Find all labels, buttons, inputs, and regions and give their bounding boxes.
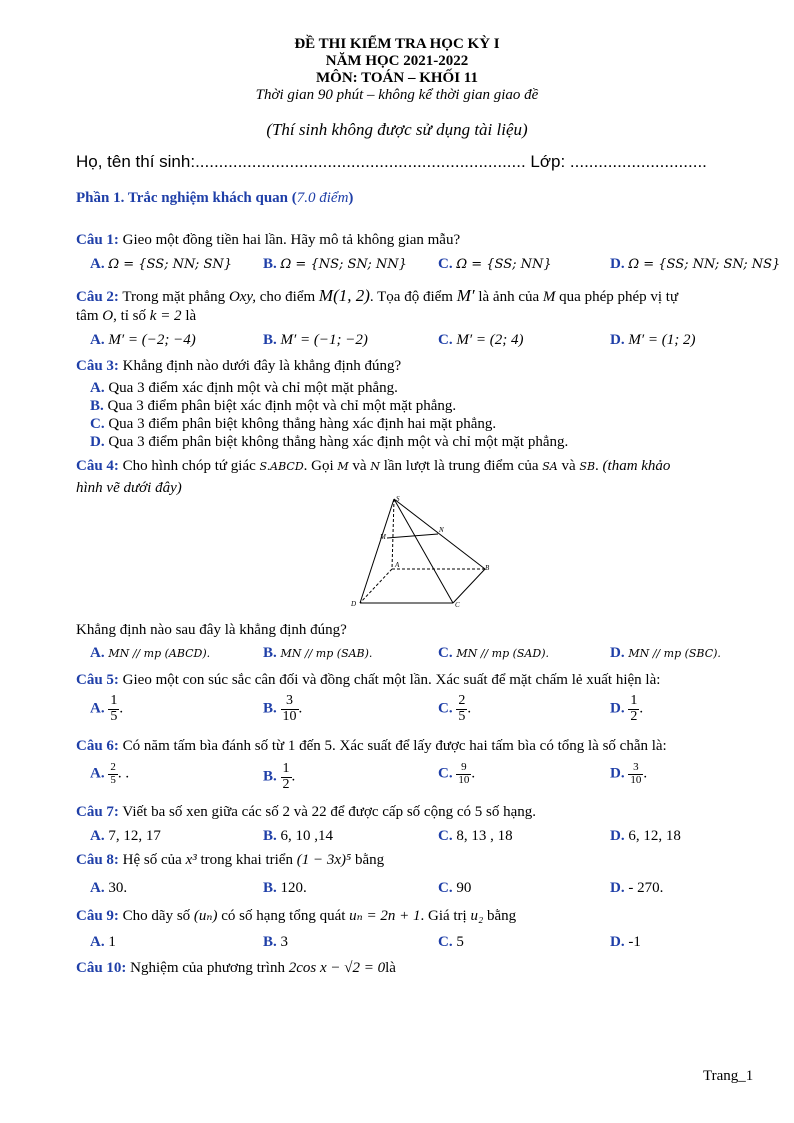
q6-d-label: D. [610,765,625,782]
q6-option-b [263,762,295,792]
q6-a-fraction [108,762,118,786]
q2-line2b: , tỉ số [113,308,150,324]
q8-a-label: A. [90,880,105,896]
q4-m: M [337,460,349,473]
question-7 [76,804,536,821]
school-year: NĂM HỌC 2021-2022 [325,53,469,69]
q6-b-tail: . [291,768,296,785]
q4-b-label: B. [263,645,277,661]
q4-hint2: hình vẽ dưới đây) [76,480,182,496]
q3-d-label: D. [90,434,105,450]
question-8 [76,852,384,869]
q5-a-num: 1 [110,693,118,708]
q8-expr: (1 − 3x)⁵ [296,852,352,868]
q1-b-label: B. [263,256,277,272]
q2-option-b [263,332,368,349]
q8-option-b [263,880,307,897]
q6-c-num: 9 [456,762,471,775]
q7-b-label: B. [263,828,277,844]
exam-note: (Thí sinh không được sử dụng tài liệu) [266,120,528,139]
label-b: B [485,564,490,572]
q9-text1: Cho dãy số [118,908,194,924]
q2-ratio-k: k = 2 [149,308,182,324]
q5-b-den: 10 [282,708,297,724]
q8-text3: bằng [351,852,385,868]
q5-a-label: A. [90,700,105,717]
q8-c-label: C. [438,880,453,896]
q4-option-a [90,645,210,662]
section-title [76,190,353,207]
edge-cb [453,569,485,603]
q6-b-fraction [281,762,292,792]
q5-option-a [90,694,123,724]
q5-c-num: 2 [458,693,466,708]
q2-d-label: D. [610,332,625,348]
q2-text3: . Tọa độ điểm [369,289,457,305]
q9-a-label: A. [90,934,105,950]
q3-b-text: Qua 3 điểm phân biệt xác định một và chỉ một mặt phẳng. [103,398,457,414]
q2-option-d [610,332,695,349]
q7-option-a [90,828,161,845]
q4-option-d [610,645,721,662]
label-a: A [395,561,400,569]
q4-text6: . [595,458,603,474]
q2-c-label: C. [438,332,453,348]
q5-c-tail: . [467,700,472,717]
q4-c-label: C. [438,645,453,661]
q7-a-label: A. [90,828,105,844]
q2-c-text: M′ = (2; 4) [456,332,524,348]
q2-point-mp: M′ [456,286,475,305]
q1-d-text: Ω = {SS; NN; SN; NS} [628,257,781,272]
subject: MÔN: TOÁN – KHỐI 11 [316,70,478,86]
q2-label: Câu 2: [76,289,119,305]
q4-text4: lần lượt là trung điểm của [379,458,543,474]
q4-text1: Cho hình chóp tứ giác [118,458,260,474]
q9-text3: . Giá trị [420,908,471,924]
question-2 [76,286,678,306]
q4-d-label: D. [610,645,625,661]
q3-option-a [90,380,398,397]
exam-title: ĐỀ THI KIỂM TRA HỌC KỲ I [294,36,500,52]
q3-a-text: Qua 3 điểm xác định một và chỉ một mặt phẳng. [104,380,398,396]
q8-b-text: 120. [276,880,307,896]
q7-option-b [263,828,333,845]
q5-option-b [263,694,302,724]
q9-text4: bằng [483,908,517,924]
q1-a-label: A. [90,256,105,272]
q9-u2: u₂ [470,908,484,924]
q6-a-den: 5 [110,773,116,786]
q2-text4: là ảnh của [474,289,543,305]
q5-option-c [438,694,471,724]
q9-un: (uₙ) [193,908,218,924]
q4-n: N [370,460,380,473]
q8-label: Câu 8: [76,852,119,868]
q8-c-text: 90 [452,880,472,896]
q9-label: Câu 9: [76,908,119,924]
q4-text2: . Gọi [303,458,338,474]
question-10 [76,960,396,977]
q5-b-tail: . [298,700,303,717]
q10-equation: 2cos x − √2 = 0 [288,960,386,976]
q5-b-label: B. [263,700,277,717]
q2-point-m2: M [542,289,556,305]
page-number: Trang_1 [703,1068,754,1084]
q6-b-den: 2 [282,776,290,792]
q8-a-text: 30. [104,880,128,896]
question-5 [76,672,660,689]
q3-c-text: Qua 3 điểm phân biệt không thẳng hàng xác định hai mặt phẳng. [104,416,497,432]
q2-line2c: là [181,308,197,324]
q3-c-label: C. [90,416,105,432]
q4-a-label: A. [90,645,105,661]
q6-d-tail: . [643,765,648,782]
q6-a-num: 2 [110,761,116,773]
q2-center-o: O [102,308,114,324]
q8-d-text: - 270. [624,880,664,896]
question-4 [76,458,670,475]
q8-option-d [610,880,663,897]
q6-b-num: 1 [282,761,290,776]
q9-d-text: -1 [624,934,641,950]
q4-hint1: (tham khảo [602,458,671,474]
q2-b-text: M′ = (−1; −2) [280,332,368,348]
q4-option-b [263,645,372,662]
q8-text1: Hệ số của [118,852,186,868]
q5-c-fraction [456,694,467,724]
q2-option-a [90,332,196,349]
q5-d-den: 2 [630,708,638,724]
q7-a-text: 7, 12, 17 [104,828,161,844]
q1-b-text: Ω = {NS; SN; NN} [280,257,407,272]
q2-line2a: tâm [76,308,103,324]
q5-a-tail: . [119,700,124,717]
q6-option-a [90,762,129,786]
q6-a-tail: . . [117,765,130,782]
q2-a-label: A. [90,332,105,348]
q5-text: Gieo một con súc sắc cân đối và đồng chất một lần. Xác suất để mặt chấm lẻ xuất hiện là: [118,672,661,688]
q3-a-label: A. [90,380,105,396]
q5-d-num: 1 [630,693,638,708]
q8-b-label: B. [263,880,277,896]
q9-c-text: 5 [452,934,464,950]
q9-option-b [263,934,288,951]
q5-b-fraction [281,694,299,724]
edge-sd [360,499,394,603]
q1-option-c [438,256,552,273]
question-1 [76,232,460,249]
question-9 [76,906,516,925]
q5-a-fraction [108,694,119,724]
q9-c-label: C. [438,934,453,950]
q4-sb: SB [579,460,596,473]
q1-label: Câu 1: [76,232,119,248]
q4-label: Câu 4: [76,458,119,474]
q5-a-den: 5 [110,708,118,724]
q4-sa: SA [542,460,558,473]
q1-option-b [263,256,407,273]
label-s: S [396,495,400,503]
q1-a-text: Ω = {SS; NN; SN} [108,257,232,272]
label-n: N [439,526,444,534]
q4-question: Khẳng định nào sau đây là khẳng định đúng? [76,622,347,638]
q5-b-num: 3 [281,694,299,710]
pyramid-figure [345,492,495,610]
q4-option-c [438,645,549,662]
q5-c-label: C. [438,700,453,717]
q6-d-num: 3 [628,762,643,775]
q5-option-d [610,694,643,724]
q5-d-fraction [628,694,639,724]
q7-option-d [610,828,681,845]
q2-point-m: M(1, 2) [318,286,370,305]
q4-text5: và [557,458,580,474]
q7-option-c [438,828,513,845]
q4-sabcd: S.ABCD [259,460,304,473]
q2-d-text: M′ = (1; 2) [628,332,696,348]
q2-option-c [438,332,523,349]
q6-option-c [438,762,475,786]
section-label: Phần 1. Trắc nghiệm khách quan ( [76,190,297,206]
q9-formula: uₙ = 2n + 1 [349,908,421,924]
q7-text: Viết ba số xen giữa các số 2 và 22 để được cấp số cộng có 5 số hạng. [118,804,536,820]
q8-option-c [438,880,471,897]
q1-text: Gieo một đồng tiền hai lần. Hãy mô tả không gian mẫu? [122,232,461,248]
q10-text1: Nghiệm của phương trình [126,960,289,976]
q3-option-d [90,434,568,451]
q9-text2: có số hạng tổng quát [217,908,350,924]
q4-text3: và [348,458,371,474]
q1-c-text: Ω = {SS; NN} [456,257,552,272]
section-close: ) [348,190,354,206]
section-points: 7.0 điểm [296,190,349,206]
q6-c-fraction [456,762,471,786]
q1-option-a [90,256,232,273]
segment-mn [387,534,438,538]
question-3 [76,358,401,375]
q6-d-fraction [628,762,643,786]
q2-oxy: Oxy, [228,289,257,305]
q4-c-text: MN // mp (SAD). [456,647,549,660]
q7-c-label: C. [438,828,453,844]
q9-b-label: B. [263,934,277,950]
q6-a-label: A. [90,765,105,782]
candidate-name-line: Họ, tên thí sinh:...................................................................... Lớp: ............................. [76,152,707,171]
q6-c-label: C. [438,765,453,782]
label-c: C [455,601,460,609]
q2-text5: qua phép phép vị tự [555,289,679,305]
q2-text1: Trong mặt phẳng [122,289,229,305]
question-2-line2 [76,308,196,325]
q4-b-text: MN // mp (SAB). [280,647,373,660]
q7-b-text: 6, 10 ,14 [276,828,334,844]
q3-b-label: B. [90,398,104,414]
q6-d-den: 10 [630,773,642,786]
q8-d-label: D. [610,880,625,896]
q6-text: Có năm tấm bìa đánh số từ 1 đến 5. Xác suất để lấy được hai tấm bìa có tổng là số chẵn là: [118,738,667,754]
edge-sb [394,499,485,569]
q6-option-d [610,762,647,786]
q6-b-label: B. [263,768,277,785]
q9-b-text: 3 [276,934,289,950]
edge-sc [394,499,453,603]
label-d: D [351,600,357,608]
q3-d-text: Qua 3 điểm phân biệt không thẳng hàng xác định một và chỉ một mặt phẳng. [104,434,569,450]
q2-b-label: B. [263,332,277,348]
q9-option-d [610,934,641,951]
q10-label: Câu 10: [76,960,127,976]
q9-option-a [90,934,116,951]
q3-option-c [90,416,496,433]
q3-label: Câu 3: [76,358,119,374]
q5-d-label: D. [610,700,625,717]
q9-a-text: 1 [104,934,116,950]
q8-option-a [90,880,127,897]
q6-c-tail: . [471,765,476,782]
q2-text2: cho điểm [256,289,319,305]
q8-x3: x³ [185,852,197,868]
q4-d-text: MN // mp (SBC). [628,647,721,660]
q3-option-b [90,398,456,415]
q10-text2: là [385,960,396,976]
q4-a-text: MN // mp (ABCD). [108,647,211,660]
q6-c-den: 10 [458,773,470,786]
label-m: M [380,533,386,541]
q5-d-tail: . [639,700,644,717]
q6-label: Câu 6: [76,738,119,754]
edge-sa [392,499,394,569]
question-6 [76,738,667,755]
q5-c-den: 5 [458,708,466,724]
q1-d-label: D. [610,256,625,272]
q9-d-label: D. [610,934,625,950]
q7-label: Câu 7: [76,804,119,820]
q5-label: Câu 5: [76,672,119,688]
exam-time: Thời gian 90 phút – không kể thời gian giao đề [255,87,539,103]
q7-c-text: 8, 13 , 18 [452,828,513,844]
q2-a-text: M′ = (−2; −4) [108,332,196,348]
q7-d-text: 6, 12, 18 [624,828,681,844]
q9-option-c [438,934,464,951]
q7-d-label: D. [610,828,625,844]
q1-c-label: C. [438,256,453,272]
q8-text2: trong khai triển [196,852,297,868]
edge-ad [360,569,392,603]
q1-option-d [610,256,780,273]
q3-text: Khẳng định nào dưới đây là khẳng định đúng? [122,358,402,374]
